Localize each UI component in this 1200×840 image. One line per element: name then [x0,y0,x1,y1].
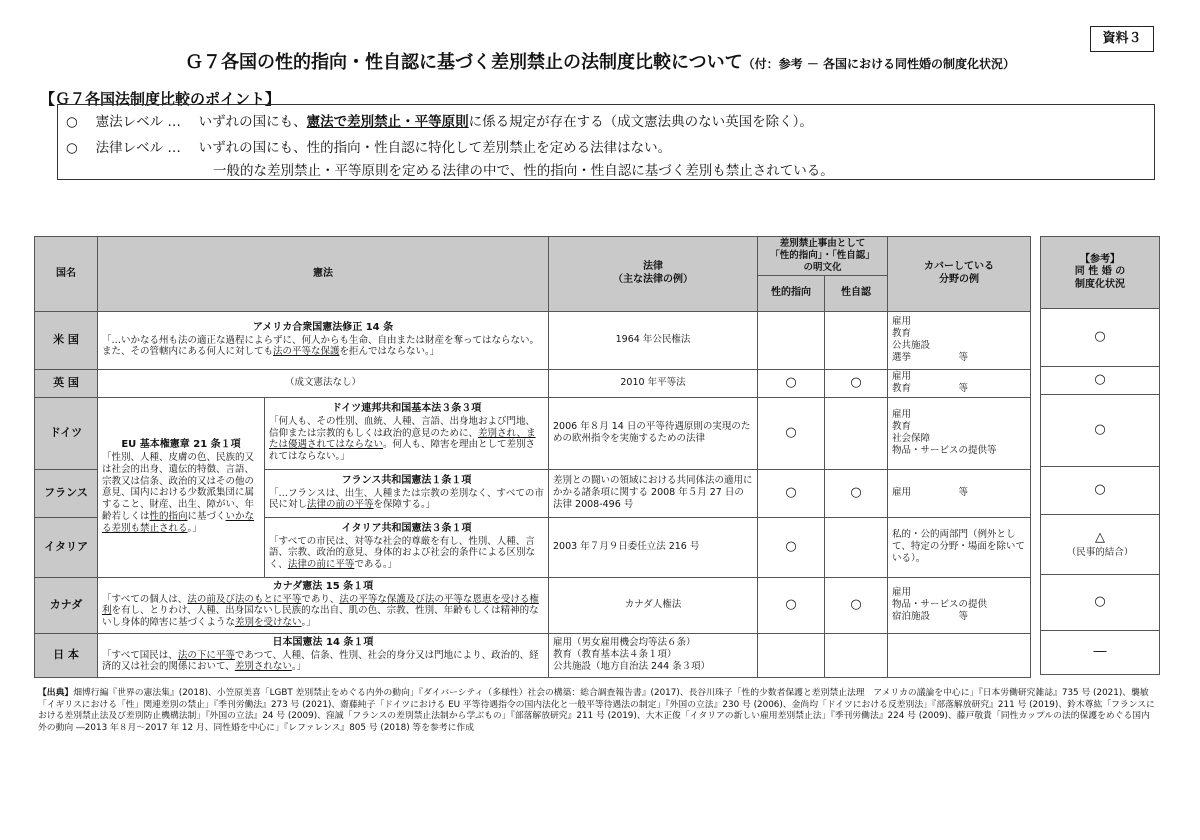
reference-note: （民事的結合） [1066,546,1134,558]
constitution-text: 「すべての市民は、対等な社会的尊厳を有し、性別、人種、言語、宗教、政治的意見、身体的および社会的条件による区別なく、 [269,535,536,571]
fields-jp [888,633,1031,677]
country-us: 米 国 [35,311,98,369]
eu-charter-text-end: 。」 [187,523,202,535]
reference-table [1040,236,1160,675]
eu-charter-underline: いかなる差別も禁止される [102,511,255,535]
point-law [66,136,671,156]
reference-ca: ○ [1041,575,1160,631]
law-item: 教育（教育基本法４条１項） [553,649,677,661]
constitution-title: フランス共和国憲法１条１項 [341,475,472,486]
constitution-de [265,397,549,469]
orientation-ca: ○ [758,577,825,633]
constitution-underline: 差別され、または優遇されてはならない [269,427,536,451]
table-row [35,397,1031,469]
comparison-table [34,236,1031,678]
page-title [0,48,1200,74]
table-row [35,369,1031,397]
reference-fr: ○ [1041,467,1160,515]
field-item: 宿泊施設 等 [892,611,969,623]
constitution-underline: 法律の前に平等 [287,559,355,571]
point-text: いずれの国にも、 [198,114,307,130]
identity-ca: ○ [825,577,888,633]
point-label: 憲法レベル [95,114,164,130]
constitution-text-end: を拒んではならない。」 [339,346,440,358]
field-item: 公共施設 [892,340,931,352]
reference-it [1041,515,1160,575]
law-item: 公共施設（地方自治法 244 条３項） [553,661,711,673]
reference-us: ○ [1041,309,1160,367]
constitution-jp [98,633,549,677]
constitution-text: 「…いかなる州も法の適正な過程によらずに、何人からも生命、自由または財産を奪ってはならない。また、その管轄内にある何人に対しても [102,334,540,358]
field-item: 物品・サービスの提供 [892,599,988,611]
identity-fr: ○ [825,469,888,517]
identity-us [825,311,888,369]
law-de: 2006 年８月 14 日の平等待遇原則の実現のための欧州指令を実施するための法律 [549,397,758,469]
orientation-it: ○ [758,517,825,577]
title-sub: （付：参考 － 各国における同性婚の制度化状況） [742,57,1015,71]
constitution-title: カナダ憲法 15 条１項 [272,581,374,593]
constitution-text-end: である。」 [354,559,398,571]
fields-uk [888,369,1031,397]
reference-jp: ― [1041,631,1160,675]
law-fr: 差別との闘いの領域における共同体法の適用にかかる諸条項に関する 2008 年５月 27 日の法律 2008-496 号 [549,469,758,517]
point-dots: … [167,140,181,156]
law-jp [549,633,758,677]
country-jp: 日 本 [35,633,98,677]
reference-mark: △ [1095,530,1105,546]
footnote-label: 【出典】 [38,688,74,698]
fields-ca [888,577,1031,633]
constitution-title: ドイツ連邦共和国基本法３条３項 [331,403,482,415]
header-identity: 性自認 [825,275,888,311]
orientation-fr: ○ [758,469,825,517]
law-ca: カナダ人権法 [549,577,758,633]
point-label: 法律レベル [95,140,164,156]
point-marker: ○ [66,140,78,156]
field-item: 教育 [892,328,912,340]
fields-it: 私的・公的両部門（例外として、特定の分野・場面を除いている）。 [888,517,1031,577]
field-item: 雇用 [892,587,912,599]
constitution-eu [98,397,265,577]
table-row [35,577,1031,633]
eu-charter-underline: 性的指向 [149,511,188,523]
field-item: 雇用 [892,371,912,383]
constitution-text-end: を保障する。」 [373,499,436,511]
point-marker: ○ [66,114,78,130]
point-law-continuation: 一般的な差別禁止・平等原則を定める法律の中で、性的指向・性自認に基づく差別も禁止されている。 [213,163,834,179]
law-uk: 2010 年平等法 [549,369,758,397]
orientation-jp [758,633,825,677]
field-item: 雇用 [892,316,912,328]
table-row [35,311,1031,369]
field-item: 雇用 [892,409,912,421]
eu-charter-text: 「性別、人種、皮膚の色、民族的又は社会的出身、遺伝的特徴、言語、宗教又は信条、政治的又はその他の意見、国内における少数派集団に属すること、財産、出生、障がい、年齢若しくは [102,451,255,523]
point-emphasis: 憲法で差別禁止・平等原則 [306,114,469,130]
header-grounds: 差別禁止事由として 「性的指向」・「性自認」 の明文化 [758,237,888,276]
country-ca: カナダ [35,577,98,633]
identity-it [825,517,888,577]
identity-jp [825,633,888,677]
country-it: イタリア [35,517,98,577]
orientation-de: ○ [758,397,825,469]
orientation-us [758,311,825,369]
header-law: 法律 （主な法律の例） [549,237,758,312]
table-row [35,633,1031,677]
law-us: 1964 年公民権法 [549,311,758,369]
constitution-underline: 法の平等な保護及び法の平等な恩恵を受ける権利 [102,593,539,617]
constitution-it [265,517,549,577]
constitution-text: であり、 [301,593,340,605]
identity-de [825,397,888,469]
points-box [57,104,1155,180]
constitution-text-end: 。何人も、障害を理由として差別されてはならない。」 [269,439,536,463]
reference-uk: ○ [1041,367,1160,395]
constitution-text: 「すべての個人は、 [102,593,188,605]
fields-de [888,397,1031,469]
constitution-fr [265,469,549,517]
country-de: ドイツ [35,397,98,469]
header-country: 国名 [35,237,98,312]
country-fr: フランス [35,469,98,517]
field-item: 教育 [892,421,912,433]
constitution-text-end: 。」 [291,661,307,673]
title-main: Ｇ７各国の性的指向・性自認に基づく差別禁止の法制度比較について [185,52,743,73]
constitution-title: 日本国憲法 14 条１項 [272,637,374,648]
field-item: 物品・サービスの提供等 [892,445,997,456]
constitution-underline: 差別を受けない [235,617,302,629]
constitution-text: 「…フランスは、出生、人種または宗教の差別なく、すべての市民に対し [269,487,544,511]
orientation-uk: ○ [758,369,825,397]
point-text: いずれの国にも、性的指向・性自認に特化して差別禁止を定める法律はない。 [198,140,672,156]
field-item: 雇用 等 [892,487,969,499]
reference-de: ○ [1041,395,1160,467]
point-text-rest: に係る規定が存在する（成文憲法典のない英国を除く）。 [468,114,813,130]
constitution-us [98,311,549,369]
identity-uk: ○ [825,369,888,397]
constitution-text: 「すべて国民は、 [102,649,178,661]
field-item: 社会保障 [892,433,931,445]
field-item: 教育 等 [892,383,969,395]
header-constitution: 憲法 [98,237,549,312]
document-badge: 資料３ [1090,26,1154,52]
law-item: 雇用（男女雇用機会均等法６条） [553,637,696,649]
eu-charter-text-mid: に基づく [187,511,226,523]
constitution-underline: 法の前及び法のもとに平等 [187,593,302,605]
law-it: 2003 年７月９日委任立法 216 号 [549,517,758,577]
eu-charter-title: EU 基本権憲章 21 条１項 [121,439,241,451]
section-title: 【Ｇ７各国法制度比較のポイント】 [40,90,281,108]
constitution-text: であつて、人種、信条、性別、社会的身分又は門地により、政治的、経済的又は社会的関係において、 [102,649,539,673]
header-reference: 【参考】 同 性 婚 の 制度化状況 [1041,237,1160,309]
constitution-text: を有し、とりわけ、人種、出身国ないし民族的な出自、肌の色、宗教、性別、年齢もしくは精神的ないし身体的障害に基づくような [102,605,539,629]
constitution-underline: 法の平等な保護 [273,346,340,358]
constitution-underline: 差別されない [234,661,292,673]
constitution-underline: 法律の前の平等 [307,499,374,511]
fields-us [888,311,1031,369]
point-dots: … [167,114,181,130]
constitution-uk: （成文憲法なし） [98,369,549,397]
footnote [38,688,1158,734]
field-item: 選挙 等 [892,352,969,363]
constitution-text: 「何人も、その性別、血統、人種、言語、出身地および門地、信仰または宗教的もしくは政治的意見のために、 [269,415,536,439]
constitution-ca [98,577,549,633]
point-constitution [66,110,813,130]
header-fields: カバーしている 分野の例 [888,237,1031,312]
country-uk: 英 国 [35,369,98,397]
fields-fr [888,469,1031,517]
constitution-title: アメリカ合衆国憲法修正 14 条 [252,322,394,333]
constitution-underline: 法の下に平等 [177,649,235,661]
constitution-title: イタリア共和国憲法３条１項 [341,523,472,535]
header-orientation: 性的指向 [758,275,825,311]
constitution-text-end: 。」 [301,617,316,629]
footnote-text: 畑博行編『世界の憲法集』(2018)、小笠原美喜「LGBT 差別禁止をめぐる内外の動向」『ダイバーシティ（多様性）社会の構築：総合調査報告書』(2017)、長谷川珠子「性的少数者保護と差別禁止法理 アメリカの議論を中心に」『日本労働研究雑誌』735 号 (2021)、襲敏「イギリスにおける「性」関連差別の禁止」『季刊労働法』273 号 (2021)、齋藤純子「ドイツにおける EU 平等待遇指令の国内法化と一般平等待遇法の制定」『外国の立法』230 号 (2006)、金尚均「ドイツにおける反差別法」『部落解放研究』211 号 (2019)、鈴木尊紘「フランスにおける差別禁止法及び差別防止機構法制」『外国の立法』24 号 (2009)、窪誠「フランスの差別禁止法制から学ぶもの」『部落解放研究』211 号 (2019)、大木正俊「イタリアの新しい雇用差別禁止法」『季刊労働法』224 号 (2009)、藤戸敬貴「同性カップルの法的保護をめぐる国内外の動向 ―2013 年８月～2017 年 12 月、同性婚を中心に」『レファレンス』805 号 (2018) 等を参考に作成 [38,688,1155,733]
